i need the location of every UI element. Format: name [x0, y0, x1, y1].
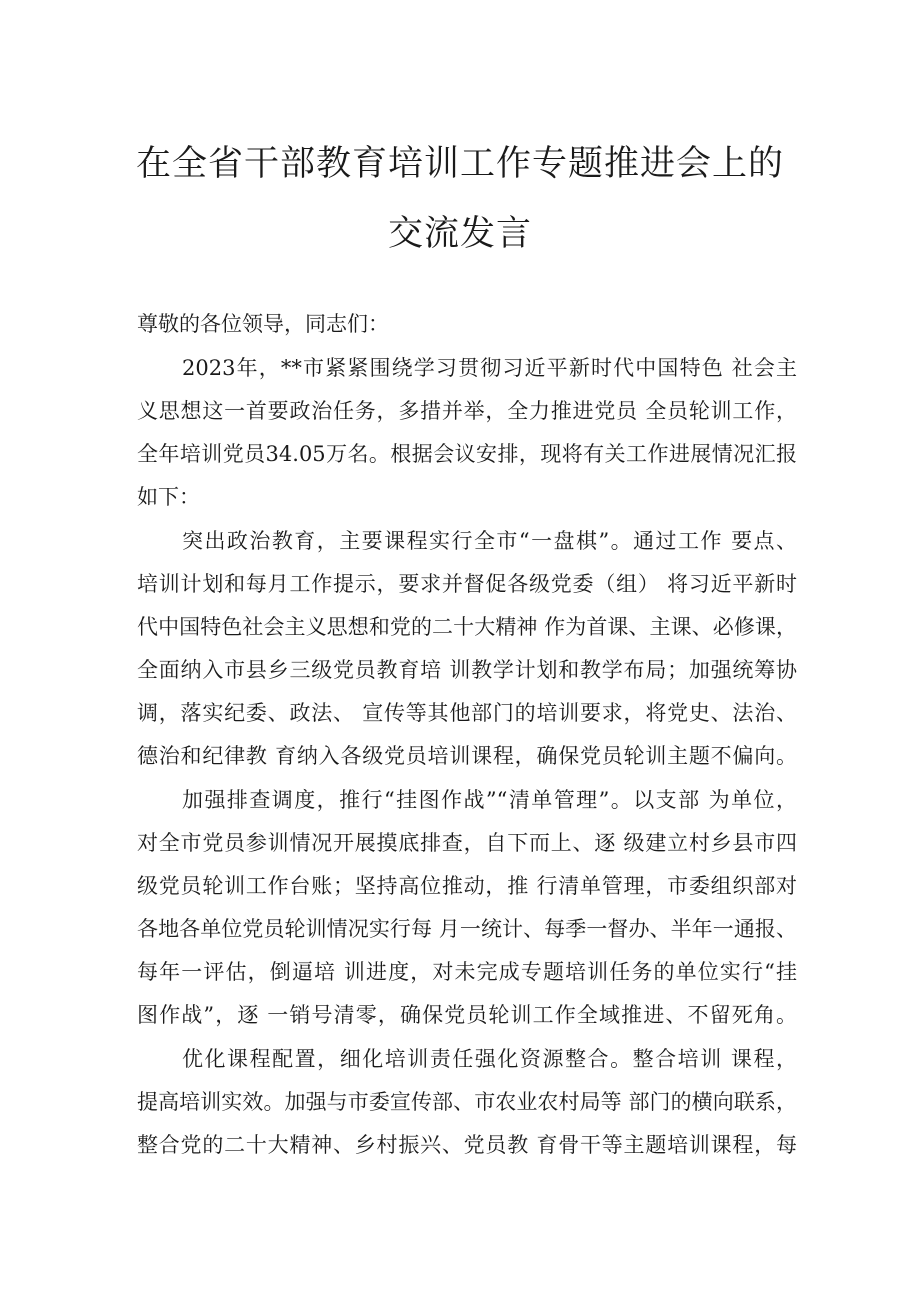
document-title-line-1: 在全省干部教育培训工作专题推进会上的	[135, 144, 784, 184]
paragraph-3-line-6: 图作战”，逐 一销号清零，确保党员轮训工作全域推进、不留死角。	[137, 1003, 797, 1027]
paragraph-4-line-2: 提高培训实效。加强与市委宣传部、市农业农村局等 部门的横向联系，	[137, 1090, 797, 1114]
paragraph-1-line-2: 义思想这一首要政治任务，多措并举，全力推进党员 全员轮训工作，	[137, 399, 797, 423]
paragraph-3-line-5: 每年一评估，倒逼培 训进度，对未完成专题培训任务的单位实行“挂	[137, 960, 797, 984]
paragraph-2-line-3: 代中国特色社会主义思想和党的二十大精神 作为首课、主课、必修课，	[137, 615, 797, 639]
paragraph-2-line-4: 全面纳入市县乡三级党员教育培 训教学计划和教学布局；加强统筹协	[137, 658, 797, 682]
paragraph-1-line-3: 全年培训党员34.05万名。根据会议安排，现将有关工作进展情况汇报	[137, 442, 797, 466]
paragraph-1-line-4: 如下：	[137, 485, 200, 509]
document-title-line-2: 交流发言	[387, 214, 532, 254]
salutation: 尊敬的各位领导，同志们：	[137, 312, 389, 336]
paragraph-3-line-2: 对全市党员参训情况开展摸底排查，自下而上、逐 级建立村乡县市四	[137, 831, 797, 855]
paragraph-2-line-1: 突出政治教育，主要课程实行全市“一盘棋”。通过工作 要点、	[182, 529, 797, 553]
paragraph-2-line-6: 德治和纪律教 育纳入各级党员培训课程，确保党员轮训主题不偏向。	[137, 744, 797, 768]
paragraph-3-line-1: 加强排查调度，推行“挂图作战”“清单管理”。以支部 为单位，	[182, 788, 797, 812]
paragraph-4-line-1: 优化课程配置，细化培训责任强化资源整合。整合培训 课程，	[182, 1047, 797, 1071]
paragraph-2-line-5: 调，落实纪委、政法、 宣传等其他部门的培训要求，将党史、法治、	[137, 701, 797, 725]
paragraph-4-line-3: 整合党的二十大精神、乡村振兴、党员教 育骨干等主题培训课程，每	[137, 1133, 797, 1157]
paragraph-3-line-3: 级党员轮训工作台账；坚持高位推动，推 行清单管理，市委组织部对	[137, 874, 797, 898]
paragraph-1-line-1: 2023年，**市紧紧围绕学习贯彻习近平新时代中国特色 社会主	[182, 356, 797, 380]
paragraph-2-line-2: 培训计划和每月工作提示，要求并督促各级党委（组） 将习近平新时	[137, 572, 797, 596]
paragraph-3-line-4: 各地各单位党员轮训情况实行每 月一统计、每季一督办、半年一通报、	[137, 917, 797, 941]
